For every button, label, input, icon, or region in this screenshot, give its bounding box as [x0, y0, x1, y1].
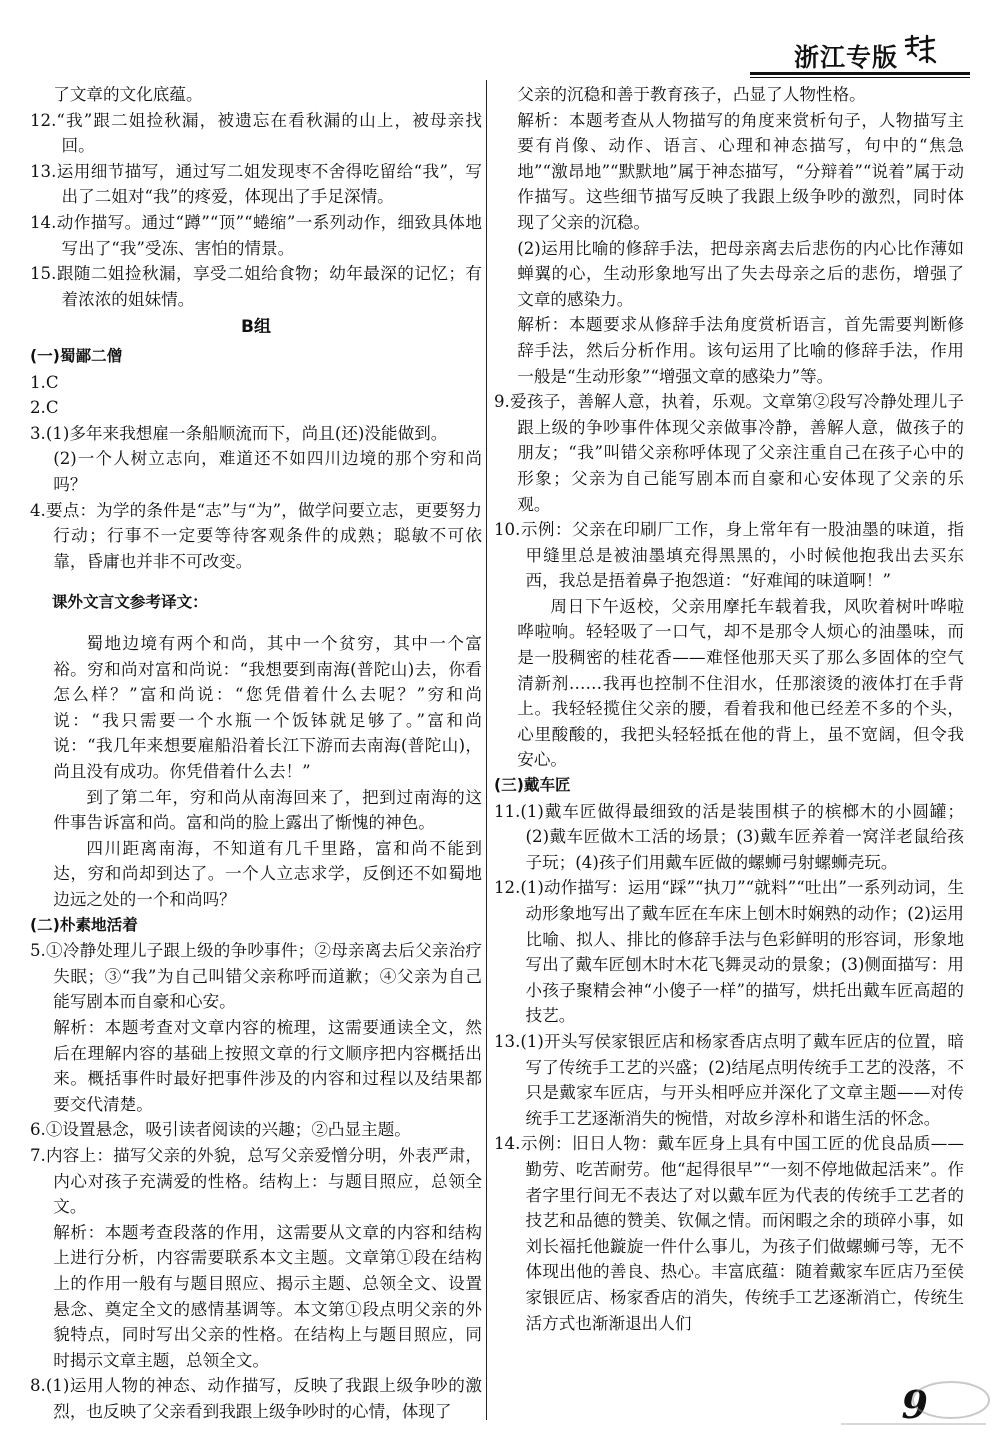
answer-12b: 12.(1)动作描写：运用“踩”“执刀”“就料”“吐出”一系列动词，生动形象地写出了戴车匠在车床上刨木时娴熟的动作；(2)运用比喻、拟人、排比的修辞手法与色彩鲜明的形容词，形象地写出了戴车匠刨木时木花飞舞灵动的景象；(3)侧面描写：用小孩子聚精会神“小傻子一样”的描写，烘托出戴车匠高超的技艺。 [494, 878, 964, 1026]
translation-para-3: 四川距离南海，不知道有几千里路，富和尚不能到达，穷和尚却到达了。一个人立志求学，反倒还不如蜀地边远之处的一个和尚吗？ [53, 838, 482, 909]
group-heading: B组 [241, 317, 271, 338]
answer-6: 6.①设置悬念，吸引读者阅读的兴趣；②凸显主题。 [30, 1120, 411, 1140]
page-header [770, 30, 970, 76]
answer-1: 1.C [30, 372, 59, 392]
right-column [494, 82, 964, 1336]
publisher-logo [902, 32, 938, 68]
answer-8-analysis-2: 解析：本题要求从修辞手法角度赏析语言，首先需要判断修辞手法，然后分析作用。该句运用了比喻的修辞手法，作用一般是“生动形象”“增强文章的感染力”等。 [517, 315, 964, 386]
answer-3: 3.(1)多年来我想雇一条船顺流而下，尚且(还)没能做到。 [30, 423, 448, 443]
answer-12: 12.“我”跟二姐捡秋漏，被遗忘在看秋漏的山上，被母亲找回。 [30, 110, 482, 156]
column-divider [486, 80, 487, 1420]
answer-5: 5.①冷静处理儿子跟上级的争吵事件；②母亲离去后父亲治疗失眠；③“我”为自己叫错父亲称呼而道歉；④父亲为自己能写剧本而自豪和心安。 [30, 941, 482, 1012]
edition-title: 浙江专版 [793, 43, 898, 72]
answer-15: 15.跟随二姐捡秋漏，享受二姐给食物；幼年最深的记忆；有着浓浓的姐妹情。 [30, 264, 482, 309]
translation-para-2: 到了第二年，穷和尚从南海回来了，把到过南海的这件事告诉富和尚。富和尚的脸上露出了惭愧的神色。 [53, 787, 482, 833]
header-rule-thick [750, 72, 970, 75]
answer-3-part2: (2)一个人树立志向，难道还不如四川边境的那个穷和尚吗？ [53, 449, 482, 494]
page-number: 9 [901, 1382, 928, 1427]
section-heading-1: (一)蜀鄙二僧 [30, 346, 123, 365]
answer-7-analysis: 解析：本题考查段落的作用，这需要从文章的内容和结构上进行分析，内容需要联系本文主题。文章第①段在结构上的作用一般有与题目照应、揭示主题、总领全文、设置悬念、奠定全文的感情基调等。本文第①段点明父亲的外貌特点，同时写出父亲的性格。在结构上与题目照应，同时揭示文章主题，总领全文。 [53, 1222, 482, 1370]
answer-8-part2: (2)运用比喻的修辞手法，把母亲离去后悲伤的内心比作薄如蝉翼的心，生动形象地写出了失去母亲之后的悲伤，增强了文章的感染力。 [517, 238, 964, 309]
answer-7: 7.内容上：描写父亲的外貌，总写父亲爱憎分明，外表严肃，内心对孩子充满爱的性格。结构上：与题目照应，总领全文。 [30, 1145, 482, 1217]
answer-13b: 13.(1)开头写侯家银匠店和杨家香店点明了戴车匠店的位置，暗写了传统手工艺的兴盛；(2)结尾点明传统手工艺的没落，不只是戴家车匠店，与开头相呼应并深化了文章主题——对传统手工艺逐渐消失的惋惜，对故乡淳朴和谐生活的怀念。 [494, 1031, 964, 1128]
continued-text: 了文章的文化底蕴。 [53, 85, 203, 104]
answer-8-continued: 父亲的沉稳和善于教育孩子，凸显了人物性格。 [517, 85, 866, 104]
answer-14: 14.动作描写。通过“蹲”“顶”“蜷缩”一系列动作，细致具体地写出了“我”受冻、害怕的情景。 [30, 212, 482, 258]
answer-10: 10.示例：父亲在印刷厂工作，身上常年有一股油墨的味道，指甲缝里总是被油墨填充得黑黑的，小时候他抱我出去买东西，我总是捂着鼻子抱怨道：“好难闻的味道啊！” [494, 520, 964, 591]
answer-9: 9.爱孩子，善解人意，执着，乐观。文章第②段写冷静处理儿子跟上级的争吵事件体现父亲做事冷静，善解人意，做孩子的朋友；“我”叫错父亲称呼体现了父亲注重自己在孩子心中的形象；父亲为自己能写剧本而自豪和心安体现了父亲的乐观。 [494, 392, 964, 514]
left-column [30, 82, 482, 1424]
translation-title: 课外文言文参考译文： [51, 592, 208, 611]
answer-8-analysis-1: 解析：本题考查从人物描写的角度来赏析句子，人物描写主要有肖像、动作、语言、心理和神态描写，句中的“焦急地”“激昂地”“默默地”属于神态描写，“分辩着”“说着”属于动作描写。这些细节描写反映了我跟上级争吵的激烈，同时体现了父亲的沉稳。 [517, 110, 964, 232]
section-heading-3: (三)戴车匠 [494, 776, 571, 795]
translation-para-1: 蜀地边境有两个和尚，其中一个贫穷，其中一个富裕。穷和尚对富和尚说：“我想要到南海(普陀山)去，你看怎么样？”富和尚说：“您凭借着什么去呢？”穷和尚说：“我只需要一个水瓶一个饭钵就足够了。”富和尚说：“我几年来想要雇船沿着长江下游而去南海(普陀山)，尚且没有成功。你凭借着什么去！” [53, 634, 482, 782]
answer-8: 8.(1)运用人物的神态、动作描写，反映了我跟上级争吵的激烈，也反映了父亲看到我跟上级争吵时的心情，体现了 [30, 1376, 482, 1421]
header-rule-thin [750, 77, 970, 78]
answer-11: 11.(1)戴车匠做得最细致的活是装围棋子的槟榔木的小圆罐；(2)戴车匠做木工活的场景；(3)戴车匠养着一窝洋老鼠给孩子玩；(4)孩子们用戴车匠做的螺蛳弓射螺蛳壳玩。 [494, 801, 964, 872]
answer-5-analysis: 解析：本题考查对文章内容的梳理，这需要通读全文，然后在理解内容的基础上按照文章的行文顺序把内容概括出来。概括事件时最好把事件涉及的内容和过程以及结果都要交代清楚。 [53, 1017, 482, 1114]
watermark-stamp [831, 1378, 996, 1434]
answer-4: 4.要点：为学的条件是“志”与“为”，做学问要立志，更要努力行动；行事不一定要等待客观条件的成熟；聪敏不可依靠，昏庸也并非不可改变。 [30, 500, 482, 571]
answer-10-para-2: 周日下午返校，父亲用摩托车载着我，风吹着树叶哗啦哗啦响。轻轻吸了一口气，却不是那令人烦心的油墨味，而是一股稠密的桂花香——难怪他那天买了那么多固体的空气清新剂……我再也控制不住泪水，任那滚烫的液体打在手背上。我轻轻揽住父亲的腰，看着我和他已经差不多的个头，心里酸酸的，我把头轻轻抵在他的背上，虽不宽阔，但令我安心。 [517, 596, 964, 770]
answer-13: 13.运用细节描写，通过写二姐发现枣不舍得吃留给“我”，写出了二姐对“我”的疼爱，体现出了手足深情。 [30, 161, 482, 207]
section-heading-2: (二)朴素地活着 [30, 915, 138, 934]
answer-14b: 14.示例：旧日人物：戴车匠身上具有中国工匠的优良品质——勤劳、吃苦耐劳。他“起得很早”“一刻不停地做起活来”。作者字里行间无不表达了对以戴车匠为代表的传统手工艺者的技艺和品德的赞美、钦佩之情。而闲暇之余的琐碎小事，如刘长福托他鏇旋一件什么事儿，为孩子们做螺蛳弓等，无不体现出他的善良、热心。丰富底蕴：随着戴家车匠店乃至侯家银匠店、杨家香店的消失，传统手工艺逐渐消亡，传统生活方式也渐渐退出人们 [494, 1134, 964, 1333]
answer-2: 2.C [30, 398, 59, 418]
